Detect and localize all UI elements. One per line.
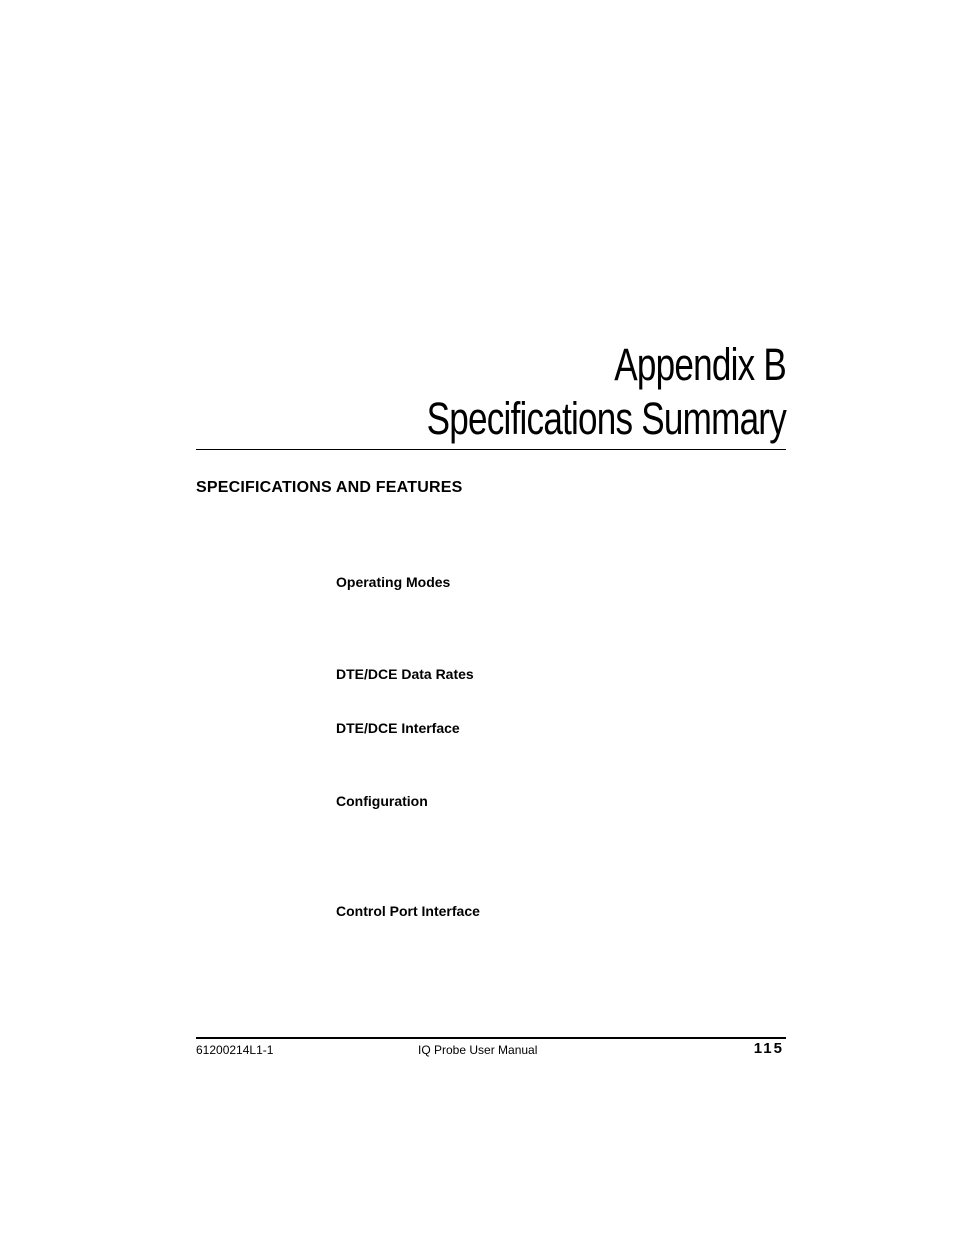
title-divider [196, 449, 786, 450]
spec-label-data-rates: DTE/DCE Data Rates [336, 666, 474, 682]
chapter-title [196, 338, 786, 446]
chapter-title-line-1: Appendix B [614, 339, 786, 390]
page-number: 115 [753, 1040, 784, 1057]
spec-label-control-port-interface: Control Port Interface [336, 903, 480, 919]
chapter-title-line-2: Specifications Summary [426, 393, 786, 444]
spec-label-operating-modes: Operating Modes [336, 574, 451, 590]
footer-divider [196, 1037, 786, 1039]
spec-label-configuration: Configuration [336, 793, 428, 809]
footer-part-number: 61200214L1-1 [196, 1043, 274, 1057]
section-heading: SPECIFICATIONS AND FEATURES [196, 479, 463, 496]
spec-label-interface: DTE/DCE Interface [336, 720, 460, 736]
footer-manual-title: IQ Probe User Manual [418, 1043, 538, 1057]
